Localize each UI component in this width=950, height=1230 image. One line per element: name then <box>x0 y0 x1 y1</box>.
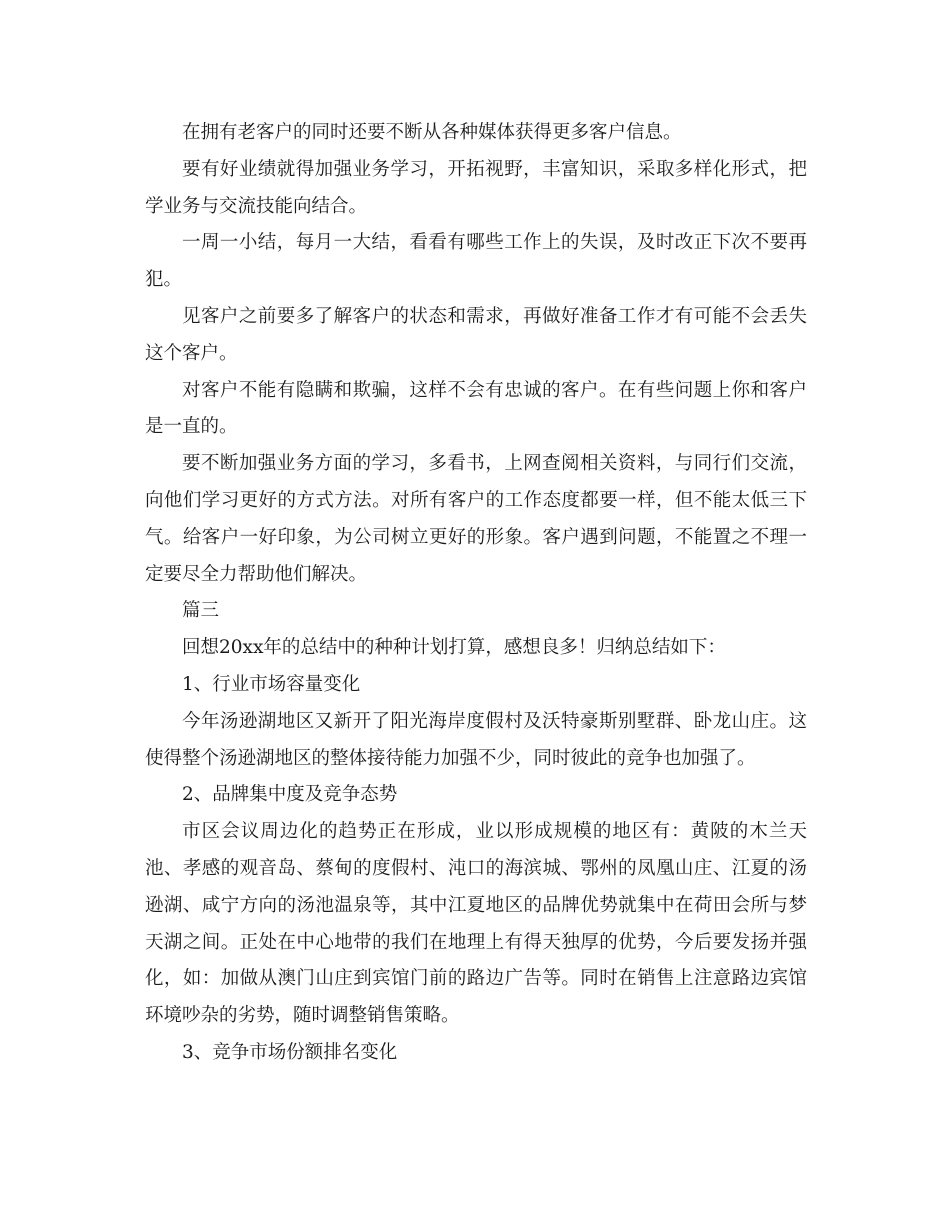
heading-3-market-share: 3、竞争市场份额排名变化 <box>182 1041 398 1063</box>
heading-2-brand-concentration: 2、品牌集中度及竞争态势 <box>182 784 398 806</box>
heading-1-market-capacity: 1、行业市场容量变化 <box>182 673 361 695</box>
paragraph-market-capacity: 今年汤逊湖地区又新开了阳光海岸度假村及沃特豪斯别墅群、卧龙山庄。这使得整个汤逊湖地区的整体接待能力加强不少，同时彼此的竞争也加强了。 <box>145 710 807 769</box>
paragraph-4: 见客户之前要多了解客户的状态和需求，再做好准备工作才有可能不会丢失这个客户。 <box>145 305 807 364</box>
section-heading-part-three: 篇三 <box>182 600 220 622</box>
paragraph-brand-concentration: 市区会议周边化的趋势正在形成，业以形成规模的地区有：黄陂的木兰天池、孝感的观音岛、蔡甸的度假村、沌口的海滨城、鄂州的凤凰山庄、江夏的汤逊湖、咸宁方向的汤池温泉等，其中江夏地区的品牌优势就集中在荷田会所与梦天湖之间。正处在中心地带的我们在地理上有得天独厚的优势，今后要发扬并强化，如：加做从澳门山庄到宾馆门前的路边广告等。同时在销售上注意路边宾馆环境吵杂的劣势，随时调整销售策略。 <box>145 821 807 1027</box>
paragraph-5: 对客户不能有隐瞒和欺骗，这样不会有忠诚的客户。在有些问题上你和客户是一直的。 <box>145 379 807 438</box>
paragraph-3: 一周一小结，每月一大结，看看有哪些工作上的失误，及时改正下次不要再犯。 <box>145 232 807 291</box>
document-body <box>145 115 807 1072</box>
paragraph-intro: 回想20xx年的总结中的种种计划打算，感想良多！归纳总结如下： <box>182 637 726 659</box>
paragraph-6: 要不断加强业务方面的学习，多看书，上网查阅相关资料，与同行们交流，向他们学习更好的方式方法。对所有客户的工作态度都要一样，但不能太低三下气。给客户一好印象，为公司树立更好的形象。客户遇到问题，不能置之不理一定要尽全力帮助他们解决。 <box>145 453 807 585</box>
paragraph-2: 要有好业绩就得加强业务学习，开拓视野，丰富知识，采取多样化形式，把学业务与交流技能向结合。 <box>145 158 807 217</box>
paragraph-1: 在拥有老客户的同时还要不断从各种媒体获得更多客户信息。 <box>182 122 682 143</box>
